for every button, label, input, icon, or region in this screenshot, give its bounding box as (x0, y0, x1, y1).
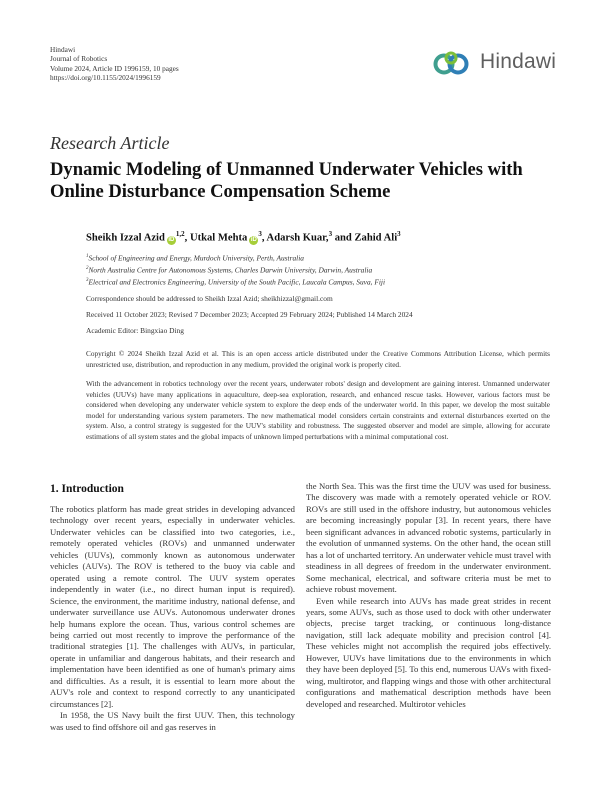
author-affiliation-mark: 3 (397, 230, 401, 238)
paragraph: the North Sea. This was the first time the UUV was used for business. The discovery was made with a remotely operated vehicle or ROV. ROVs are still used in the offshore industry, but autonomous vehicles are becoming increasingly popular [3]. In recent years, there have been significant advances in advanced robotic systems, particularly in the evolution of unmanned systems. On the other hand, the ocean still has a lot of uncharted territory. An underwater vehicle must travel with steadiness in all degrees of freedom in the underwater environment. Some mechanical, electrical, and software criteria must be met to achieve robust movement. (306, 481, 551, 595)
affiliations (86, 252, 385, 288)
author-name[interactable]: Utkal Mehta (189, 232, 248, 244)
affiliation-item: $^1$School of Engineering and Energy, Murdoch University, Perth, Australia (86, 253, 304, 263)
orcid-icon[interactable]: iD (168, 236, 175, 243)
body-column-right (306, 481, 551, 710)
journal-name: Journal of Robotics (50, 54, 108, 64)
author-separator: , (261, 232, 267, 244)
orcid-icon[interactable]: iD (250, 236, 257, 243)
author-list (86, 230, 401, 245)
author-separator: , (184, 232, 190, 244)
author-name[interactable]: Zahid Ali (354, 232, 398, 244)
paragraph: Even while research into AUVs has made great strides in recent years, some AUVs, such as those used to dock with other underwater objects, precise target tracking, or continuous long-distance navigation, still lack adequate mobility and precision control [4]. These vehicles might not accomplish the required jobs effectively. However, UUVs have limitations due to the environments in which they have been deployed [5]. To this end, numerous UAVs with fixed-wing, multirotor, and flapping wings and those with other architectural configurations and mathematical description methods have been developed and researched. Multirotor vehicles (306, 595, 551, 709)
hindawi-logo-icon (432, 44, 480, 84)
journal-metadata (50, 45, 179, 83)
paper-title: Dynamic Modeling of Unmanned Underwater Vehicles with Online Disturbance Compensation Scheme (50, 159, 523, 202)
article-type: Research Article (50, 133, 170, 153)
copyright-notice: Copyright © 2024 Sheikh Izzal Azid et al. This is an open access article distributed under the Creative Commons Attribution License, which permits unrestricted use, distribution, and reproduction in any medium, provided the original work is properly cited. (86, 349, 550, 369)
publisher-name: Hindawi (50, 45, 76, 54)
author-affiliation-mark: 3 (328, 230, 333, 238)
logo-wordmark: Hindawi (480, 50, 557, 73)
doi-link[interactable]: https://doi.org/10.1155/2024/1996159 (50, 73, 161, 83)
author-affiliation-mark: 1,2 (175, 230, 185, 238)
publication-dates: Received 11 October 2023; Revised 7 December 2023; Accepted 29 February 2024; Published 14 March 2024 (86, 310, 413, 319)
volume-info: Volume 2024, Article ID 1996159, 10 pages (50, 63, 179, 73)
body-column-left (50, 504, 295, 733)
author-name[interactable]: Sheikh Izzal Azid (86, 232, 165, 244)
correspondence: Correspondence should be addressed to Sheikh Izzal Azid; sheikhizzal@gmail.com (86, 294, 333, 303)
paragraph: The robotics platform has made great strides in developing advanced technology over recent years, especially in underwater vehicles. Underwater vehicles can be classified into two categories, i.e., remotely operated vehicles (ROVs) and unmanned underwater vehicles (UUVs), commonly known as autonomous underwater vehicles (AUVs). The ROV is tethered to the buoy via cable and operated using a remote control. The UUV system operates independently in water (i.e., no direct human input is required). Science, the environment, the maritime industry, national defense, and underwater surveillance use AUVs. Autonomous underwater drones help humans explore the ocean. Thus, various control schemes are being carried out most recently to improve the performance of the traditional strategies [1]. The challenges with AUVs, in particular, operate in unfamiliar and dangerous habitats, and their research and implementation have been identified as one of human's primary aims and difficulties. As a result, it is essential to learn more about the AUV's role and context to respond correctly to any unanticipated circumstances [2]. (50, 504, 295, 709)
author-name[interactable]: Adarsh Kuar, (266, 232, 329, 244)
affiliation-item: $^3$Electrical and Electronics Engineering, University of the South Pacific, Laucala Campus, Suva, Fiji (86, 277, 386, 287)
paragraph: In 1958, the US Navy built the first UUV. Then, this technology was used to find offshore oil and gas reserves in (50, 710, 295, 732)
author-separator: and (332, 232, 355, 244)
affiliation-item: $^2$North Australia Centre for Autonomous Systems, Charles Darwin University, Darwin, Australia (86, 265, 373, 275)
abstract: With the advancement in robotics technology over the recent years, underwater robots' design and development are gaining interest. Unmanned underwater vehicles (UUVs) have many applications in aquaculture, deep-sea exploration, research, and enhanced rescue tasks. However, various factors must be considered when developing any underwater vehicle system to explore the deep ends of the underwater world. In this paper, we develop the most suitable model for understanding various system parameters. The new mathematical model considers certain constraints and external disturbances exerted on the system. Also, a control strategy is suggested for the UUV's stability and robustness. The suggested observer and model are simple, allowing for accurate estimations of all system states and the global impacts of unknown limped perturbations with a minimal computational cost. (86, 379, 550, 441)
academic-editor: Academic Editor: Bingxiao Ding (86, 326, 184, 335)
author-affiliation-mark: 3 (258, 230, 262, 238)
section-heading: 1. Introduction (50, 483, 124, 495)
hindawi-logo (432, 44, 562, 84)
